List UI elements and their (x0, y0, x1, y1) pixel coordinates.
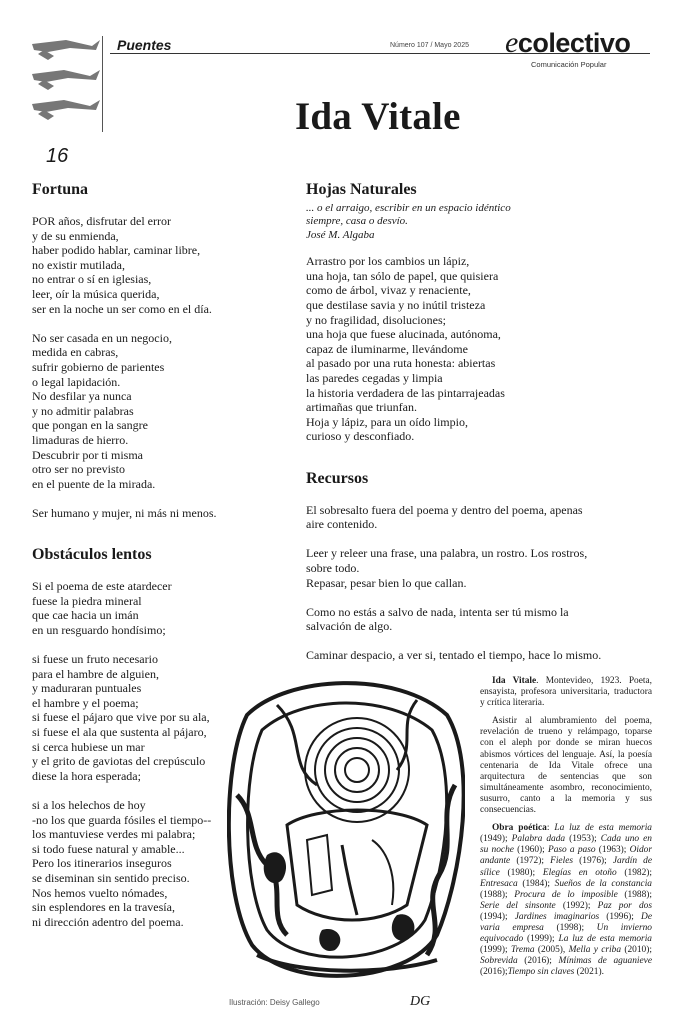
work-title: Sobrevida (480, 956, 518, 967)
prose-paragraph: Leer y releer una frase, una palabra, un rostro. Los rostros, sobre todo. Repasar, pesar bien lo que callan. (306, 546, 588, 590)
issue-info: Número 107 / Mayo 2025 (390, 42, 469, 49)
work-year: (1984); (517, 878, 555, 889)
poem-title-hojas: Hojas Naturales (306, 181, 417, 198)
work-title: Mínimas de aguanieve (558, 956, 652, 967)
bio-intro-text: . Montevideo, 1923. Poeta, ensayista, profesora universitaria, traductora y crítica literaria. (480, 676, 652, 709)
work-year: (2016); (480, 967, 508, 978)
work-title: Jardines imaginarios (514, 911, 600, 922)
work-year: (1953); (565, 834, 601, 845)
poem-stanza: No ser casada en un negocio, medida en cabras, sufrir gobierno de parientes o legal lapidación. No desfilar ya nunca y no admitir palabras que pongan en la sangre limaduras de hierro. Descubrir por ti misma otro ser no previsto en el puente de la mirada. (32, 330, 172, 491)
illustration-credit: Ilustración: Deisy Gallego (229, 998, 320, 1007)
work-year: (1996); (599, 911, 642, 922)
work-year: (1963); (595, 845, 630, 856)
poem-title-obstaculos: Obstáculos lentos (32, 546, 152, 564)
work-year: (1972); (510, 856, 551, 867)
work-title: Entresaca (480, 878, 518, 889)
bio-intro (480, 676, 652, 709)
work-year: (1988); (480, 889, 515, 900)
bio-paragraph: Asistir al alumbramiento del poema, revelación de trueno y relámpago, toparse con el aleph por donde se miran huecos abismos vórtices del lenguaje. Así, la poesía centenaria de Ida Vitale ofrece una arquitectura de sentencias que son simultáneamente asombro, reconocimiento, susurro, canto a la memoria y sus consecuencias. (480, 716, 652, 816)
bio-name: Ida Vitale (492, 676, 537, 686)
page-title: Ida Vitale (295, 95, 461, 138)
work-title: De varia empresa (480, 911, 652, 933)
section-label: Puentes (117, 37, 172, 53)
work-title: Fieles (550, 856, 574, 867)
author-bio (480, 676, 652, 985)
work-title: La luz de esta memoria (554, 823, 652, 834)
poem-stanza: si a los helechos de hoy -no los que guarda fósiles el tiempo-- los mantuviese verdes mi palabra; si todo fuese natural y amable... Pero los itinerarios inseguros se diseminan sin sentido preciso. Nos hemos vuelto nómades, sin esplendores en la travesía, ni dirección adentro del poema. (32, 797, 212, 929)
work-year: (1982); (616, 867, 652, 878)
poem-stanza: Si el poema de este atardecer fuese la piedra mineral que cae hacia un imán en un resguardo hondísimo; (32, 579, 172, 637)
work-title: Cada uno en su noche (480, 834, 652, 856)
epigraph: ... o el arraigo, escribir en un espacio idéntico siempre, casa o desvío. José M. Algaba (306, 202, 511, 241)
brand-e: e (505, 26, 518, 59)
work-year: (1949); (480, 834, 512, 845)
work-title: Palabra dada (511, 834, 566, 845)
work-title: Jardín de sílice (480, 856, 652, 878)
work-year: (1999); (480, 945, 511, 956)
illustration (227, 675, 465, 990)
prose-paragraph: El sobresalto fuera del poema y dentro del poema, apenas aire contenido. (306, 502, 583, 532)
work-title: Tiempo sin claves (507, 967, 575, 978)
poem-stanza: Arrastro por los cambios un lápiz, una hoja, tan sólo de papel, que quisiera como de árbol, vivaz y renaciente, que destilase savia y no inútil tristeza y no fragilidad, disoluciones; una hoja que fuese alucinada, autónoma, capaz de iluminarme, llevándome al pasado por una ruta honesta: abiertas las paredes cegadas y limpia la historia verdadera de las pintarrajeadas artimañas que triunfan. Hoja y lápiz, para un oído limpio, curioso y desconfiado. (306, 254, 505, 444)
work-title: Paso a paso (547, 845, 596, 856)
work-title: Paz por dos (597, 900, 652, 911)
work-title: Mella y criba (568, 945, 622, 956)
work-title: Trema (510, 945, 535, 956)
work-year: (1988); (617, 889, 652, 900)
poem-title-fortuna: Fortuna (32, 181, 88, 198)
works-label: Obra poética (492, 823, 547, 834)
work-year: (2010); (621, 945, 652, 956)
work-title: Serie del sinsonte (480, 900, 556, 911)
poem-stanza: si fuese un fruto necesario para el hambre de alguien, y maduraran puntuales el hambre y el poema; si fuese el pájaro que vive por su ala, si fuese el ala que sustenta al pájaro, si cerca hubiese un mar y el grito de gaviotas del crepúsculo diese la hora esperada; (32, 652, 210, 783)
work-year: (2005), (534, 945, 569, 956)
artist-signature: DG (410, 994, 431, 1009)
work-title: Sueños de la constancia (554, 878, 652, 889)
bio-works: Obra poética: La luz de esta memoria (1949); Palabra dada (1953); Cada uno en su noche (1960); Paso a paso (1963); Oidor andante (1972); Fieles (1976); Jardín de sílice (1980); Elegías en otoño (1982); Entresaca (1984); Sueños de la constancia (1988); Procura de lo imposible (1988); Serie del sinsonte (1992); Paz por dos (1994); Jardines imaginarios (1996); De varia empresa (1998); Un invierno equivocado (1999); La luz de esta memoria (1999); Trema (2005), Mella y criba (2010); Sobrevida (2016); Mínimas de aguanieve (2016);Tiempo sin claves (2021). (480, 823, 652, 978)
brand-logo (505, 26, 630, 60)
work-year: (1992); (555, 900, 598, 911)
bird-logo-icon (30, 36, 103, 132)
work-year: (1976); (573, 856, 613, 867)
prose-paragraph: Caminar despacio, a ver si, tentado el tiempo, hace lo mismo. (306, 648, 602, 663)
poem-title-recursos: Recursos (306, 469, 369, 487)
work-title: Oidor andante (480, 845, 652, 867)
poem-stanza: POR años, disfrutar del error y de su enmienda, haber podido hablar, caminar libre, no existir mutilada, no entrar o sí en iglesias, leer, oír la música querida, ser en la noche un ser como en el día. (32, 214, 212, 316)
page-number: 16 (46, 145, 69, 167)
work-title: La luz de esta memoria (558, 934, 652, 945)
poem-stanza: Ser humano y mujer, ni más ni menos. (32, 505, 217, 520)
brand-name: colectivo (517, 28, 631, 58)
work-title: Elegías en otoño (542, 867, 617, 878)
work-year: (2021). (574, 967, 604, 978)
work-title: Un invierno equivocado (480, 922, 652, 945)
prose-paragraph: Como no estás a salvo de nada, intenta ser tú mismo la salvación de algo. (306, 604, 569, 634)
work-year: (1980); (499, 867, 543, 878)
work-title: Procura de lo imposible (514, 889, 618, 900)
work-year: (1960); (513, 845, 548, 856)
work-year: (2016); (517, 956, 559, 967)
work-year: (1998); (543, 922, 597, 933)
work-year: (1999); (523, 934, 559, 945)
right-column (306, 180, 656, 678)
work-year: (1994); (480, 911, 515, 922)
brand-tagline: Comunicación Popular (531, 60, 607, 69)
